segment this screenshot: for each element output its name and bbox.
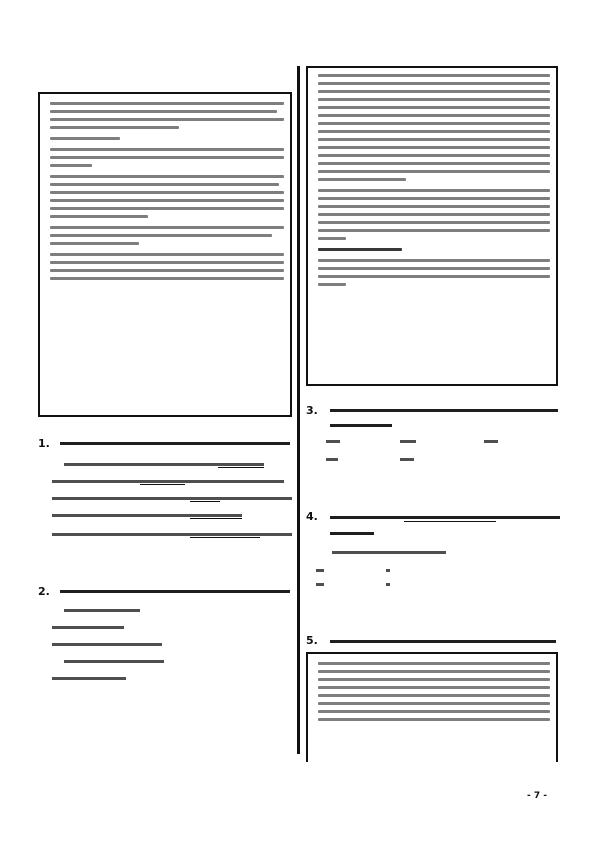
question-4-stem-underline xyxy=(404,521,496,522)
question-1-option-4-underline xyxy=(190,518,242,519)
question-2-stem xyxy=(60,590,290,593)
question-2-number: 2. xyxy=(38,585,50,598)
question-1-option-5[interactable] xyxy=(52,533,292,536)
question-4-stem-line-2 xyxy=(330,532,374,535)
question-3-option-1[interactable] xyxy=(326,440,340,443)
question-1-option-1[interactable] xyxy=(64,463,264,466)
question-3-option-5[interactable] xyxy=(400,458,414,461)
question-4-option-1[interactable] xyxy=(316,569,324,572)
passage-q5-text xyxy=(318,662,550,726)
question-4-number: 4. xyxy=(306,510,318,523)
question-3-stem-line-2 xyxy=(330,424,392,427)
question-4-option-2-value[interactable] xyxy=(386,583,390,586)
question-3-stem-line-1 xyxy=(330,409,558,412)
question-4-option-2[interactable] xyxy=(316,583,324,586)
question-1-option-1-underline xyxy=(218,467,264,468)
question-5-number: 5. xyxy=(306,634,318,647)
question-4-stem-line-1 xyxy=(330,516,560,519)
question-1-option-3-underline xyxy=(190,501,220,502)
reading-passage-right-bottom xyxy=(306,652,558,762)
page-number: - 7 - xyxy=(527,791,547,801)
reading-passage-left xyxy=(38,92,292,417)
question-2-option-3[interactable] xyxy=(52,643,162,646)
question-1-option-2[interactable] xyxy=(52,480,284,483)
passage-right-text xyxy=(318,74,550,291)
question-5-stem xyxy=(330,640,556,643)
question-1-option-5-underline xyxy=(190,537,260,538)
question-1-option-3[interactable] xyxy=(52,497,292,500)
column-divider xyxy=(297,66,300,754)
question-3-option-3[interactable] xyxy=(484,440,498,443)
question-2-option-2[interactable] xyxy=(52,626,124,629)
question-4-table-header xyxy=(332,551,446,554)
question-1-option-2-underline xyxy=(140,484,185,485)
question-4-option-1-value[interactable] xyxy=(386,569,390,572)
question-2-option-5[interactable] xyxy=(52,677,126,680)
question-3-option-4[interactable] xyxy=(326,458,338,461)
passage-left-text xyxy=(50,102,284,285)
question-3-number: 3. xyxy=(306,404,318,417)
question-1-option-4[interactable] xyxy=(52,514,242,517)
question-1-stem xyxy=(60,442,290,445)
question-3-option-2[interactable] xyxy=(400,440,416,443)
reading-passage-right xyxy=(306,66,558,386)
question-1-number: 1. xyxy=(38,437,50,450)
question-2-option-4[interactable] xyxy=(64,660,164,663)
question-2-option-1[interactable] xyxy=(64,609,140,612)
